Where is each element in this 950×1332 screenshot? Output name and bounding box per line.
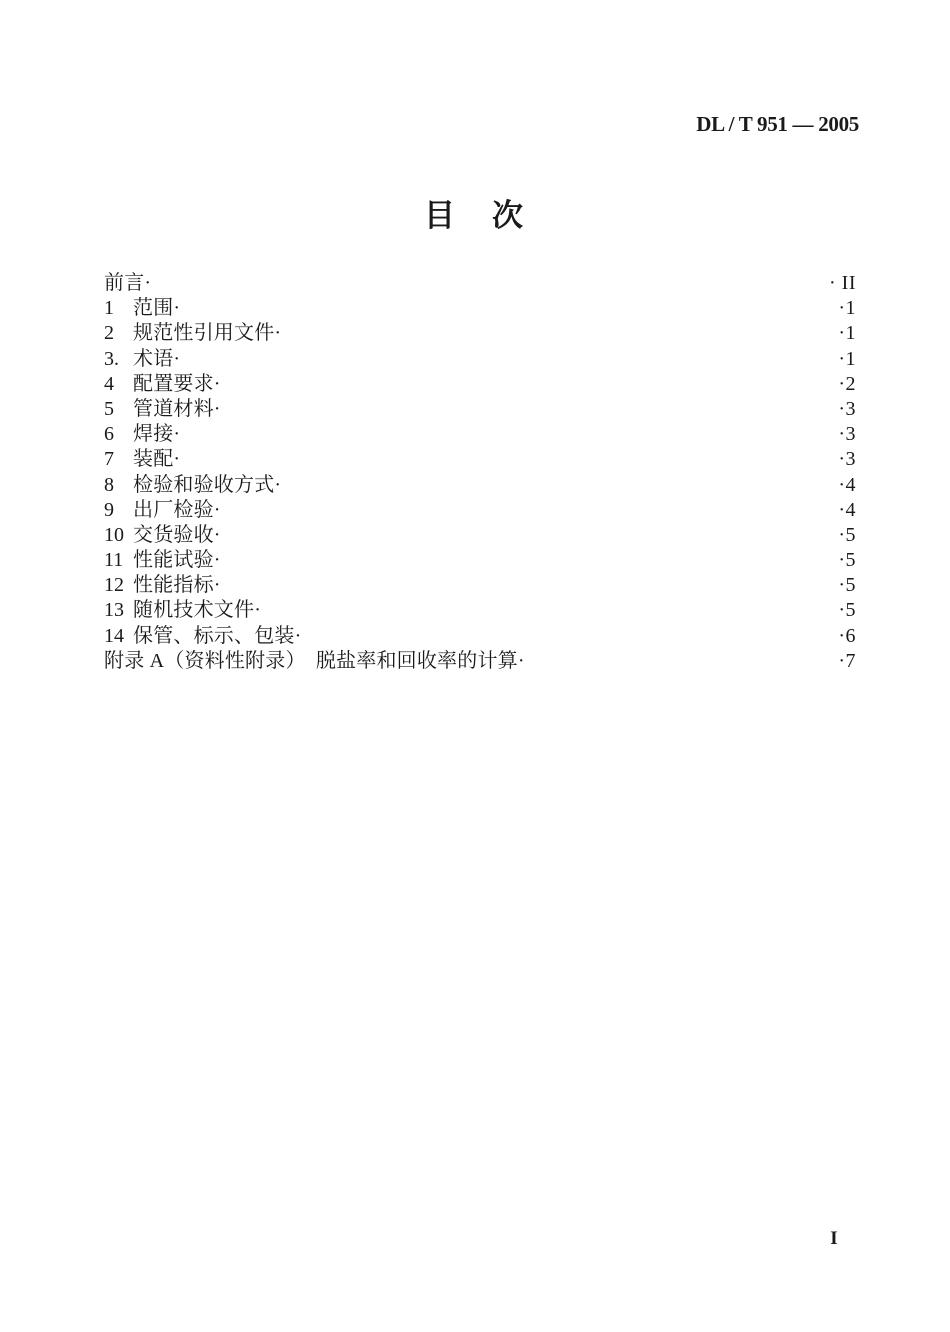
toc-entry-page: ·6 xyxy=(838,624,856,647)
toc-entry-title: 范围· xyxy=(133,297,181,320)
toc-entry-page: ·3 xyxy=(838,397,856,420)
toc-entry xyxy=(104,523,856,548)
toc-entry-number: 1 xyxy=(104,297,114,320)
toc-entry xyxy=(104,372,856,397)
toc-entry-page: ·5 xyxy=(838,574,856,597)
toc-entry-title: 管道材料· xyxy=(133,397,221,420)
toc-entry xyxy=(104,473,856,498)
toc-entry-number: 12 xyxy=(104,574,124,597)
toc-entry-title: 保管、标示、包装· xyxy=(133,624,302,647)
toc-entry-page: ·1 xyxy=(838,347,856,370)
toc-entry-number: 9 xyxy=(104,498,114,521)
toc-entry-title: 检验和验收方式· xyxy=(133,473,282,496)
toc-entry xyxy=(104,422,856,447)
toc-entry-page: ·4 xyxy=(838,498,856,521)
toc-entry-title: 随机技术文件· xyxy=(133,599,262,622)
toc-entry-page: ·3 xyxy=(838,448,856,471)
toc-entry-title: 焊接· xyxy=(133,423,181,446)
toc-entry-title: 前言· xyxy=(104,272,152,294)
toc-entry-page: ·2 xyxy=(838,372,856,395)
toc-entry-page: ·7 xyxy=(838,649,856,672)
footer-page-number: I xyxy=(830,1228,838,1249)
toc-entry-page: ·3 xyxy=(838,423,856,446)
standard-code: DL / T 951 — 2005 xyxy=(696,112,859,136)
toc-entry-page: ·1 xyxy=(838,322,856,345)
toc-entry-page: ·5 xyxy=(838,549,856,572)
toc-entry-number: 11 xyxy=(104,549,124,572)
toc-entry-page: ·5 xyxy=(838,523,856,546)
toc-entry-title: 术语· xyxy=(133,347,181,370)
toc-entry-number: 6 xyxy=(104,423,114,446)
toc-entry-title: 出厂检验· xyxy=(133,498,221,521)
toc-entry xyxy=(104,649,856,674)
toc-entry-number: 7 xyxy=(104,448,114,471)
toc-entry-title: 装配· xyxy=(133,448,181,471)
toc-entry-number: 14 xyxy=(104,624,124,647)
toc-entry xyxy=(104,347,856,372)
toc-entry xyxy=(104,296,856,321)
toc-entry xyxy=(104,624,856,649)
toc-entry xyxy=(104,548,856,573)
toc-entry-number: 5 xyxy=(104,397,114,420)
toc-entry xyxy=(104,598,856,623)
toc-entry xyxy=(104,498,856,523)
toc-entry-title: 性能试验· xyxy=(133,549,221,572)
toc-entry-title: 交货验收· xyxy=(133,523,221,546)
toc-entry xyxy=(104,321,856,346)
toc-entry xyxy=(104,397,856,422)
toc-entry-page: · II xyxy=(829,272,856,294)
toc-entry xyxy=(104,271,856,296)
toc-entry-number: 4 xyxy=(104,372,114,395)
toc-entry-number: 3. xyxy=(104,347,119,370)
toc-entry-page: ·1 xyxy=(838,297,856,320)
toc-entry-page: ·4 xyxy=(838,473,856,496)
toc-entry-page: ·5 xyxy=(838,599,856,622)
toc-entry-number: 13 xyxy=(104,599,124,622)
toc-entry-title: 规范性引用文件· xyxy=(133,322,282,345)
toc-entry xyxy=(104,573,856,598)
toc-entry-number: 2 xyxy=(104,322,114,345)
toc-entry-title: 配置要求· xyxy=(133,372,221,395)
toc-entry-title: 性能指标· xyxy=(133,574,221,597)
page-title: 目 次 xyxy=(424,198,526,233)
toc-entry-title: 附录 A（资料性附录） 脱盐率和回收率的计算· xyxy=(104,649,525,672)
toc-entry xyxy=(104,447,856,472)
toc-list xyxy=(104,271,856,674)
toc-entry-number: 10 xyxy=(104,523,124,546)
toc-entry-number: 8 xyxy=(104,473,114,496)
